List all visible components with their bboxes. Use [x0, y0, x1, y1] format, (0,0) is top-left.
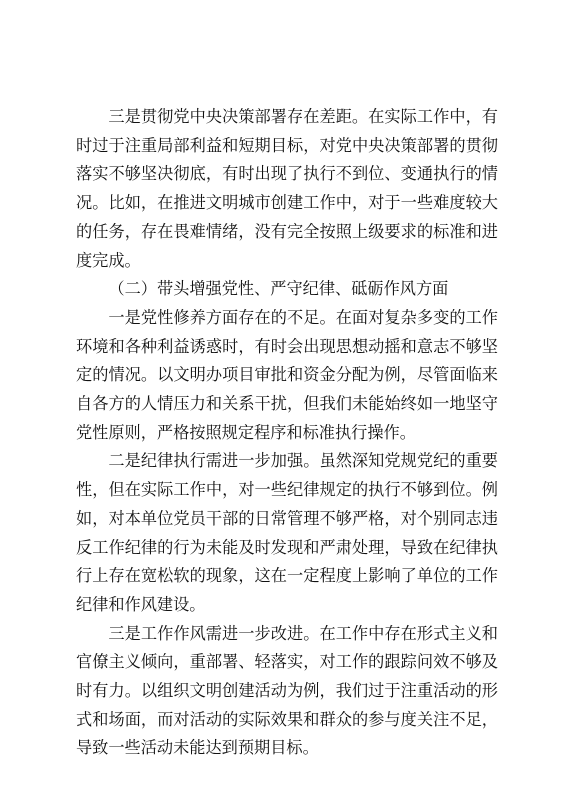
paragraph-execution-gap: 三是贯彻党中央决策部署存在差距。在实际工作中，有时过于注重局部利益和短期目标，对党中央决策部署的贯彻落实不够坚决彻底，有时出现了执行不到位、变通执行的情况。比如，在推进文明城市创建工作中，对于一些难度较大的任务，存在畏难情绪，没有完全按照上级要求的标准和进度完成。	[76, 107, 498, 270]
paragraph-discipline: 二是纪律执行需进一步加强。虽然深知党规党纪的重要性，但在实际工作中，对一些纪律规定的执行不够到位。例如，对本单位党员干部的日常管理不够严格，对个别同志违反工作纪律的行为未能及时发现和严肃处理，导致在纪律执行上存在宽松软的现象，这在一定程度上影响了单位的工作纪律和作风建设。	[76, 451, 498, 614]
paragraph-party-spirit: 一是党性修养方面存在的不足。在面对复杂多变的工作环境和各种利益诱惑时，有时会出现思想动摇和意志不够坚定的情况。以文明办项目审批和资金分配为例，尽管面临来自各方的人情压力和关系干扰，但我们未能始终如一地坚守党性原则，严格按照规定程序和标准执行操作。	[76, 307, 498, 442]
section-heading	[76, 275, 498, 304]
document-body	[76, 103, 498, 763]
paragraph-work-style: 三是工作作风需进一步改进。在工作中存在形式主义和官僚主义倾向，重部署、轻落实，对工作的跟踪问效不够及时有力。以组织文明创建活动为例，我们过于注重活动的形式和场面，而对活动的实际效果和群众的参与度关注不足，导致一些活动未能达到预期目标。	[76, 623, 498, 758]
section-heading-text: （二）带头增强党性、严守纪律、砥砺作风方面	[108, 279, 449, 299]
